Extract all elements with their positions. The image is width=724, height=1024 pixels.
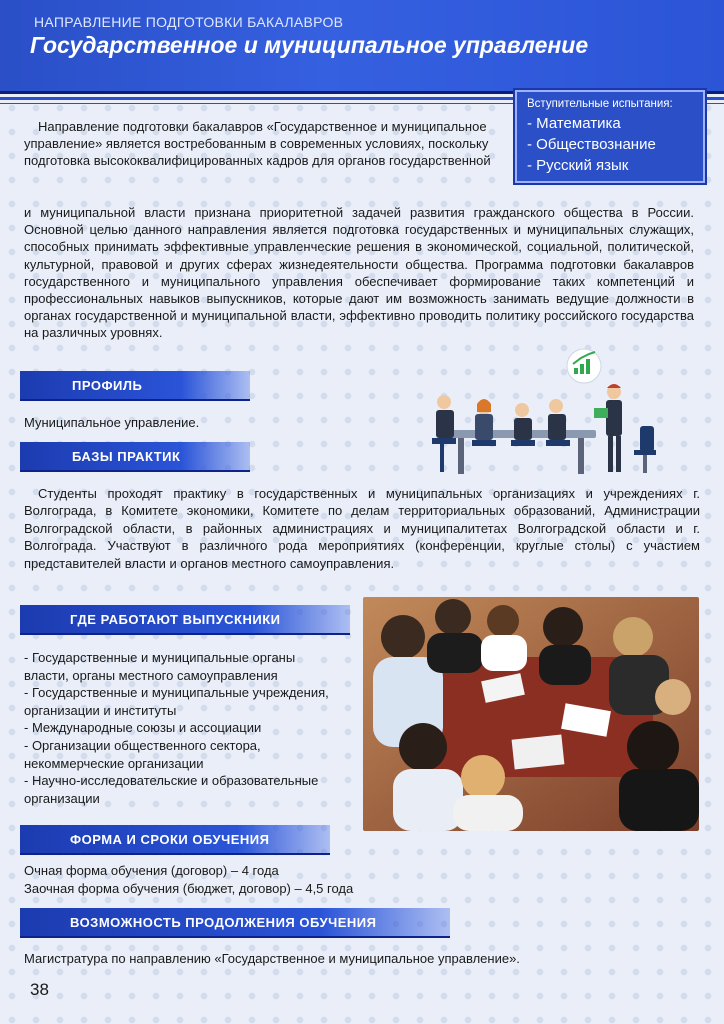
- exam-item: - Русский язык: [527, 157, 629, 174]
- section-heading: ПРОФИЛЬ: [72, 378, 143, 393]
- exam-item: - Математика: [527, 115, 621, 132]
- graduates-list: [24, 649, 369, 807]
- section-heading: ГДЕ РАБОТАЮТ ВЫПУСКНИКИ: [70, 612, 281, 627]
- section-heading: ВОЗМОЖНОСТЬ ПРОДОЛЖЕНИЯ ОБУЧЕНИЯ: [70, 915, 377, 930]
- list-item: - Организации общественного сектора,: [24, 737, 261, 753]
- meeting-illustration: [418, 342, 668, 482]
- list-item: - Международные союзы и ассоциации: [24, 720, 262, 736]
- list-item: некоммерческие организации: [24, 755, 204, 771]
- section-band-continue: [20, 908, 450, 938]
- list-item: - Государственные и муниципальные органы: [24, 650, 296, 665]
- page-number: 38: [30, 980, 49, 999]
- list-item: - Государственные и муниципальные учреждения,: [24, 685, 329, 701]
- list-item: власти, органы местного самоуправления: [24, 667, 278, 683]
- page-header: [0, 0, 724, 94]
- continue-text: Магистратура по направлению «Государственное и муниципальное управление».: [24, 951, 520, 966]
- list-item: - Научно-исследовательские и образовательные: [24, 773, 319, 789]
- list-item: организации и институты: [24, 702, 177, 718]
- exams-label: Вступительные испытания:: [527, 98, 673, 110]
- section-band-form: [20, 825, 330, 855]
- section-band-practice: [20, 442, 250, 472]
- chart-bubble-icon: [567, 349, 601, 383]
- exam-item: - Обществознание: [527, 136, 656, 153]
- practice-text: Студенты проходят практику в государственных и муниципальных организациях и учреждениях г. Волгограда, в Комитете экономики, Комитете по делам территориальных образований, Администрации Волгоградской области, в районных администрациях и муниципалитетах Волгоградской области и г. Волгограда. Участвуют в различного рода мероприятиях (конференции, круглые столы) с участием представителей власти и органов местного самоуправления.: [24, 486, 700, 571]
- students-photo: [363, 597, 699, 831]
- form-list: [24, 862, 444, 897]
- profile-text: Муниципальное управление.: [24, 415, 200, 430]
- page-title: Государственное и муниципальное управление: [30, 32, 589, 58]
- list-item: Очная форма обучения (договор) – 4 года: [24, 863, 279, 878]
- intro-paragraph-start: Направление подготовки бакалавров «Государственное и муниципальное управление» является востребованным в современных условиях, поскольку подготовка высококвалифицированных кадров для органов государственной: [24, 119, 491, 169]
- section-band-profile: [20, 371, 250, 401]
- header-supertitle: НАПРАВЛЕНИЕ ПОДГОТОВКИ БАКАЛАВРОВ: [34, 14, 344, 30]
- section-band-graduates: [20, 605, 350, 635]
- list-item: организации: [24, 790, 100, 806]
- section-heading: ФОРМА И СРОКИ ОБУЧЕНИЯ: [70, 832, 270, 847]
- entrance-exams-box: [515, 90, 705, 183]
- section-heading: БАЗЫ ПРАКТИК: [72, 449, 181, 464]
- intro-paragraph-continued: и муниципальной власти признана приоритетной задачей развития гражданского общества в России. Основной целью данного направления является подготовка государственных и муниципальных служащих, способных принимать эффективные управленческие решения в экономической, социальной, политической, культурной, правовой и других сферах жизнедеятельности общества. Программа подготовки бакалавров государственного и муниципального управления обеспечивает формирование таких компетенций и профессиональных навыков выпускников, которые дают им возможность занимать ведущие должности в органах государственной и муниципальной власти, эффективно проводить политику российского государства на различных уровнях.: [24, 205, 694, 341]
- list-item: Заочная форма обучения (бюджет, договор) – 4,5 года: [24, 880, 354, 896]
